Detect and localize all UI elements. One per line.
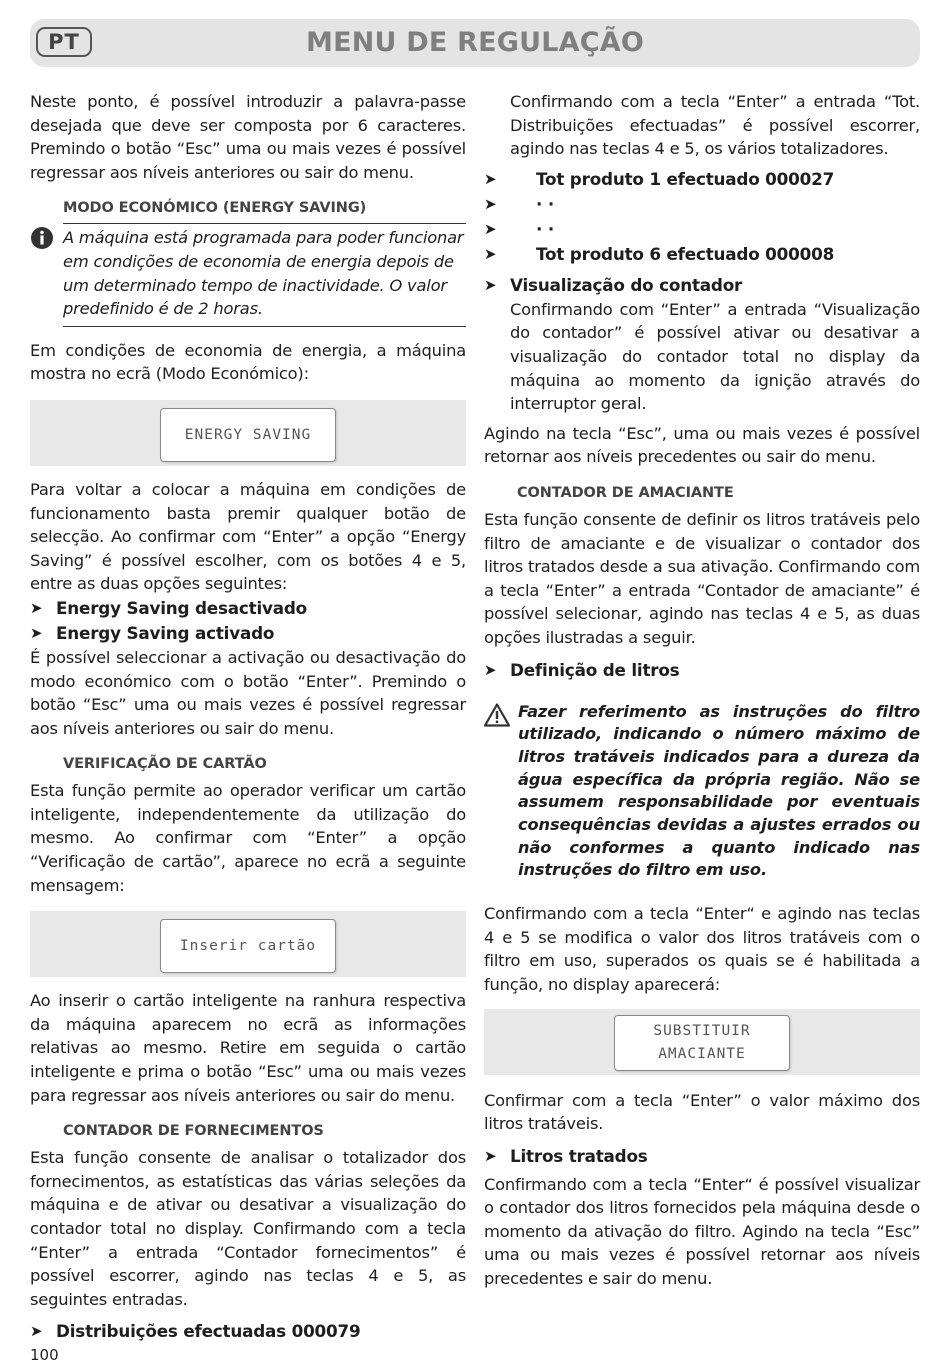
paragraph: Para voltar a colocar a máquina em condições de funcionamento basta premir qualquer botão de selecção. Ao confirmar com “Enter” a opção “Energy Saving” é possível escolher, com os botões 4 e 5, entre as duas opções seguintes: <box>30 479 466 594</box>
lcd-display <box>160 408 336 462</box>
display-panel <box>30 400 466 466</box>
option-bullet: ➤ Definição de litros <box>484 658 920 683</box>
warning-note <box>484 701 920 883</box>
paragraph: Confirmando com a tecla “Enter“ e agindo nas teclas 4 e 5 se modifica o valor dos litros tratáveis com o filtro em uso, superados os quais se é habilitada a função, no display aparecerá: <box>484 904 920 994</box>
paragraph: Neste ponto, é possível introduzir a palavra-passe desejada que deve ser composta por 6 caracteres. Premindo o botão “Esc” uma ou mais vezes é possível regressar aos níveis anteriores ou sair do menu. <box>30 92 466 182</box>
section-heading-card: VERIFICAÇÃO DE CARTÃO <box>63 756 267 773</box>
paragraph: Ao inserir o cartão inteligente na ranhura respectiva da máquina aparecem no ecrã as informações relativas ao mesmo. Retire em seguida o cartão inteligente e prima o botão “Esc” uma ou mais vezes para regressar aos níveis anteriores ou sair do menu. <box>30 991 466 1105</box>
page-title: MENU DE REGULAÇÃO <box>306 27 644 58</box>
paragraph: Em condições de economia de energia, a máquina mostra no ecrã (Modo Económico): <box>30 340 466 384</box>
page-number: 100 <box>30 1346 59 1364</box>
paragraph: É possível seleccionar a activação ou desactivação do modo económico com o botão “Enter”. Premindo o botão “Esc” uma ou mais vezes é possível regressar aos níveis anteriores ou sair do menu. <box>30 647 466 738</box>
totalizer-bullet: ➤ Tot produto 1 efectuado 000027 <box>484 167 920 192</box>
left-column <box>30 90 466 1344</box>
paragraph: Esta função consente de analisar o totalizador dos fornecimentos, as estatísticas das várias seleções da máquina e de ativar ou desativar a visualização do contador total no display. Confirmando com a tecla “Enter” a entrada “Contador fornecimentos” é possível escorrer, agindo nas teclas 4 e 5, as seguintes entradas. <box>30 1148 466 1309</box>
lcd-display <box>614 1015 790 1071</box>
option-bullet: ➤ Energy Saving desactivado <box>30 596 466 621</box>
totalizer-bullet: ➤ · · <box>484 217 920 242</box>
option-bullet: ➤ Litros tratados <box>484 1144 920 1169</box>
lcd-text: Inserir cartão <box>179 938 317 955</box>
lcd-text: ENERGY SAVING <box>184 426 312 443</box>
warning-text: Fazer referimento as instruções do filtro utilizado, indicando o número máximo de litros tratáveis indicados para a dureza da água específica da própria região. Não se assumem responsabilidade por eventuais consequências devidas a ajustes errados ou não conformes a quanto indicado nas instruções do filtro em uso. <box>518 701 920 880</box>
right-column <box>484 90 920 1291</box>
info-icon <box>30 226 54 254</box>
page-header <box>30 19 920 67</box>
section-heading-energy: MODO ECONÓMICO (ENERGY SAVING) <box>63 200 367 217</box>
paragraph: Confirmar com a tecla “Enter” o valor máximo dos litros tratáveis. <box>484 1090 920 1134</box>
language-badge: PT <box>36 27 92 57</box>
option-bullet: ➤ Energy Saving activado <box>30 621 466 646</box>
lcd-line-2: AMACIANTE <box>658 1045 746 1062</box>
info-note <box>63 223 466 326</box>
paragraph: Esta função permite ao operador verificar um cartão inteligente, independentemente da utilização do mesmo. Ao confirmar com “Enter” a opção “Verificação de cartão”, aparece no ecrã a seguinte mensagem: <box>30 781 466 895</box>
totalizer-bullet: ➤ · · <box>484 192 920 217</box>
section-heading-softener: CONTADOR DE AMACIANTE <box>517 484 734 501</box>
lcd-line-1: SUBSTITUIR <box>653 1022 751 1039</box>
paragraph: Confirmando com “Enter” a entrada “Visualização do contador” é possível ativar ou desativar a visualização do contador total no display da máquina ao momento da ignição através do interruptor geral. <box>510 299 920 414</box>
warning-icon <box>484 703 510 731</box>
section-heading-supply: CONTADOR DE FORNECIMENTOS <box>63 1123 324 1140</box>
option-bullet: ➤ Visualização do contador <box>484 273 920 298</box>
option-bullet: ➤ Distribuições efectuadas 000079 <box>30 1319 466 1344</box>
paragraph: Agindo na tecla “Esc”, uma ou mais vezes é possível retornar aos níveis precedentes ou sair do menu. <box>484 423 920 467</box>
paragraph: Esta função consente de definir os litros tratáveis pelo filtro de amaciante e de visualizar o contador dos litros tratados desde a sua ativação. Confirmando com a tecla “Enter” a entrada “Contador de amaciante” é possível selecionar, agindo nas teclas 4 e 5, as duas opções ilustradas a seguir. <box>484 509 920 647</box>
paragraph: Confirmando com a tecla “Enter“ é possível visualizar o contador dos litros fornecidos pela máquina desde o momento da ativação do filtro. Agindo na tecla “Esc” uma ou mais vezes é possível retornar aos níveis precedentes e sair do menu. <box>484 1174 920 1289</box>
lcd-display <box>160 919 336 973</box>
display-panel <box>30 911 466 977</box>
info-note-text: A máquina está programada para poder funcionar em condições de economia de energia depois de um determinado tempo de inactividade. O valor predefinido é de 2 horas. <box>63 228 464 319</box>
paragraph: Confirmando com a tecla “Enter” a entrada “Tot. Distribuições efectuadas” é possível escorrer, agindo nas teclas 4 e 5, os vários totalizadores. <box>510 92 920 159</box>
display-panel <box>484 1009 920 1075</box>
totalizer-bullet: ➤ Tot produto 6 efectuado 000008 <box>484 242 920 267</box>
